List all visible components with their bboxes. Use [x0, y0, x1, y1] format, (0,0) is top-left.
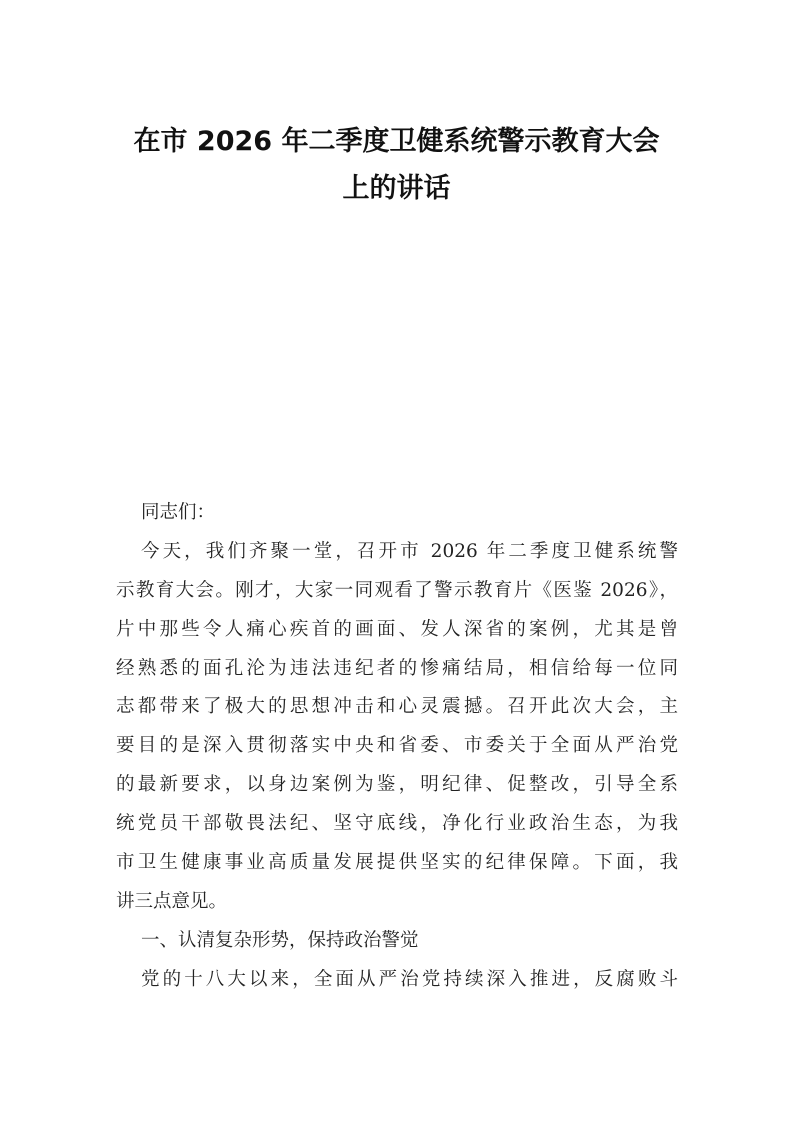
section-heading: 一、认清复杂形势，保持政治警觉	[141, 929, 419, 951]
paragraph-line: 志都带来了极大的思想冲击和心灵震撼。召开此次大会，主	[116, 696, 678, 718]
salutation: 同志们：	[141, 502, 216, 523]
paragraph-line: 片中那些令人痛心疾首的画面、发人深省的案例，尤其是曾	[116, 618, 678, 640]
paragraph-line: 要目的是深入贯彻落实中央和省委、市委关于全面从严治党	[116, 735, 678, 757]
paragraph-line: 示教育大会。刚才，大家一同观看了警示教育片《医鉴 2026》，	[116, 579, 678, 601]
paragraph-line: 党的十八大以来，全面从严治党持续深入推进，反腐败斗	[141, 968, 678, 990]
paragraph-line: 的最新要求，以身边案例为鉴，明纪律、促整改，引导全系	[116, 774, 678, 796]
document-body	[116, 494, 678, 1000]
paragraph-line: 讲三点意见。	[116, 890, 228, 912]
paragraph-line: 经熟悉的面孔沦为违法违纪者的惨痛结局，相信给每一位同	[116, 657, 678, 679]
title-line-2: 上的讲话	[342, 173, 451, 204]
paragraph-line: 市卫生健康事业高质量发展提供坚实的纪律保障。下面，我	[116, 852, 678, 874]
document-title	[110, 118, 683, 212]
paragraph-line: 统党员干部敬畏法纪、坚守底线，净化行业政治生态，为我	[116, 813, 678, 835]
title-line-1: 在市 2026 年二季度卫健系统警示教育大会	[133, 126, 660, 157]
paragraph-line: 今天，我们齐聚一堂，召开市 2026 年二季度卫健系统警	[141, 540, 678, 562]
